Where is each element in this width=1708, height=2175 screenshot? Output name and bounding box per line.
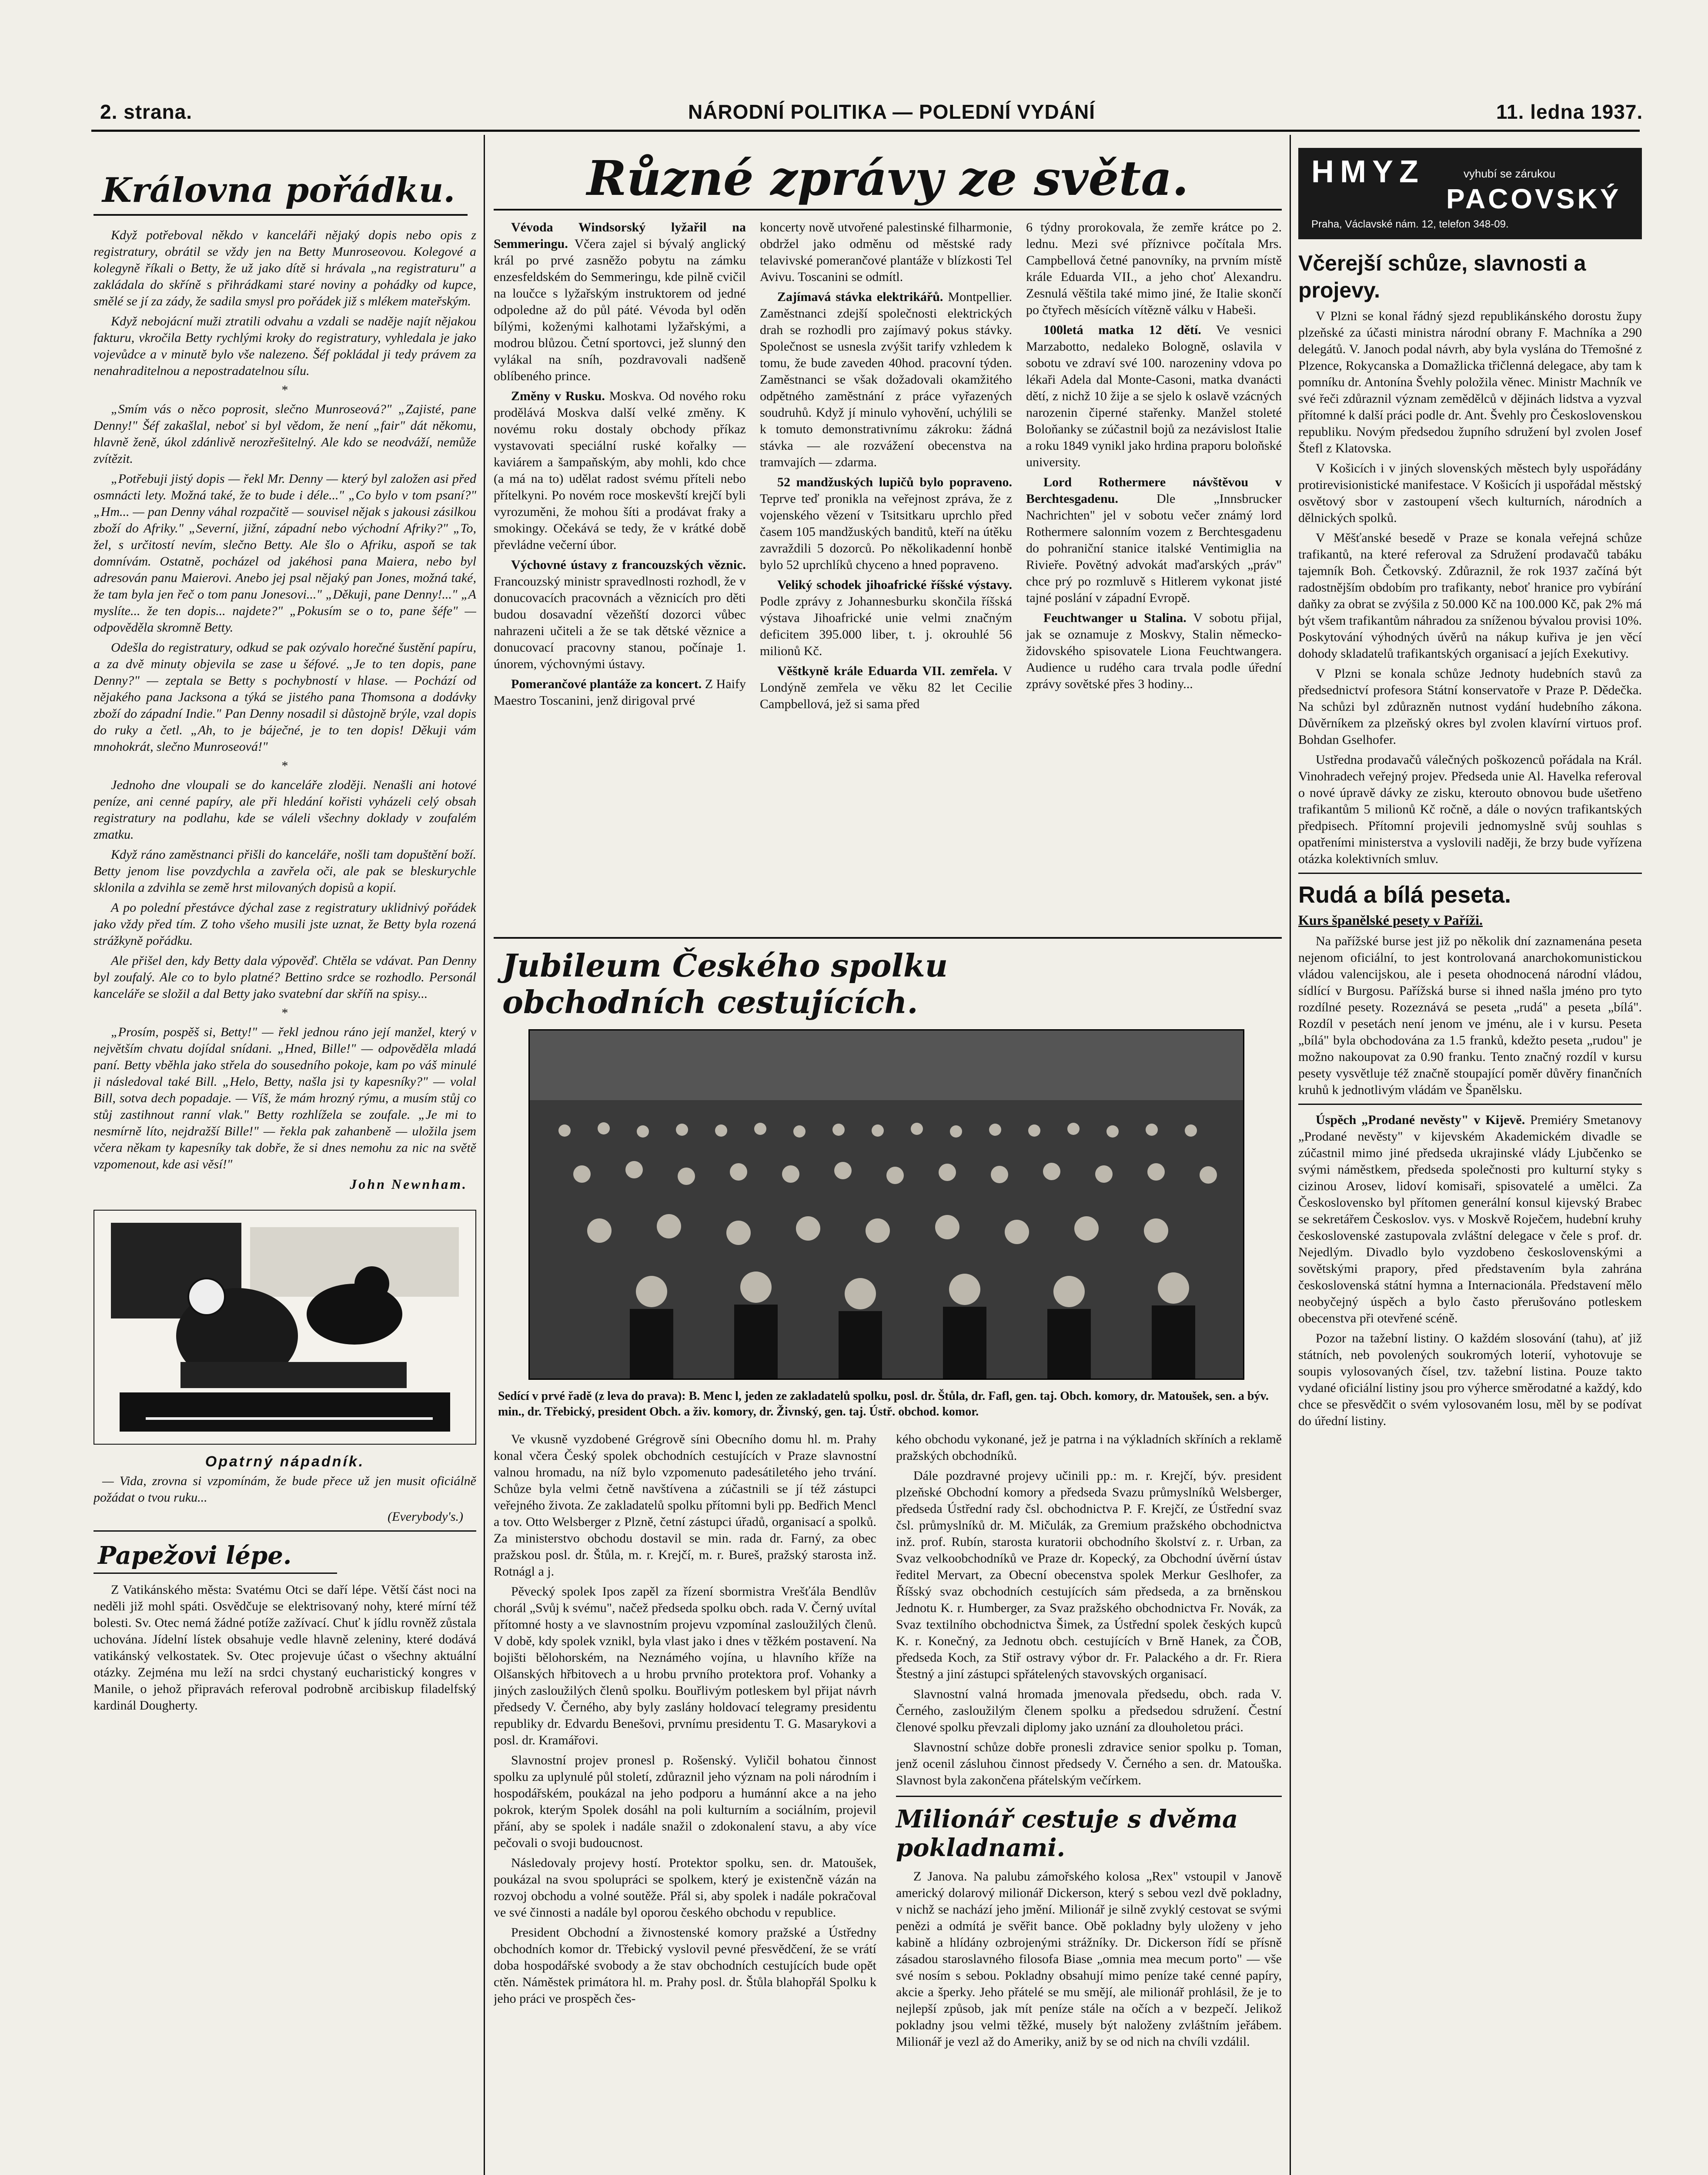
cartoon-title: Opatrný nápadník. [205, 1453, 365, 1470]
article-paragraph: Ve vkusně vyzdobené Grégrově síni Obecního domu hl. m. Prahy konal včera Český spolek obchodních cestujících v Praze slavnostní valnou hromadu, na níž bylo vzpomenuto padesátiletého jeho trvání. Schůze byla velmi četně navštívena a zúčastnili se jí též zástupci veřejného života. Ze zakladatelů spolku přítomni byli pp. Bedřich Mencl a tov. Otto Welsberger z Plzně, četní zástupci úřadů, organisací a spolků. Za ministerstvo obchodu dostavil se min. rada dr. Farný, za obec pražskou posl. dr. Štůla, m. r. Krejčí, m. r. Bureš, pražský starosta inž. Rotnágl a j. [494, 1432, 876, 1579]
article-paragraph: Z Vatikánského města: Svatému Otci se daří lépe. Větší část noci na neděli již mohl spáti. Osvědčuje se elektrisovaný nohy, které mírní též bolesti. Sv. Otec nemá žádné potíže zažívací. Chuť k jídlu rovněž zůstala uchována. Jídelní lístek obsahuje vedle hlavně zeleniny, které dodává vatikánský velkostatek. Sv. Otec projevuje účast o všechny aktuální otázky. Zejména mu leží na srdci chystaný eucharistický kongres v Manile, o jehož připravách referoval podrobně arcibiskup filadelfský kardinál Dougherty. [94, 1583, 476, 1713]
photo-caption: Sedící v prvé řadě (z leva do prava): B. Menc l, jeden ze zakladatelů spolku, posl. dr. Štůla, dr. Fafl, gen. taj. Obch. komory, dr. Matoušek, sen. a býv. min., dr. Třebický, president Obch. a živ. komory, dr. Živnský, gen. taj. Ústř. obchod. komor. [498, 1389, 1269, 1419]
cartoon-illustration [94, 1210, 476, 1445]
news-text: V Londýně zemřela ve věku 82 let Cecilie Campbellová, jež si sama před [760, 664, 1013, 711]
news-text: Podle zprávy z Johannesburku skončila říšská výstava Jihoafrické unie velmi značným deficitem 395.000 liber, t. j. okrouhlé 56 milionů Kč. [760, 594, 1012, 658]
section-title: Včerejší schůze, slavnosti a projevy. [1298, 251, 1586, 302]
article-paragraph: Slavnostní projev pronesl p. Rošenský. Vyličil bohatou činnost spolku za uplynulé půl století, zdůraznil jeho význam na poli národním i hospodářském, poukázal na jeho podporu a humánní akce a na jeho pokrok, kterým Spolek dosáhl na poli kulturním a sociálním, projevil přání, aby se spolek i nadále snažil o zdokonalení stavu, a aby více pečovali o svoji budoucnost. [494, 1753, 876, 1850]
article-paragraph: „Prosím, pospěš si, Betty!" — řekl jednou ráno její manžel, který v největším chvatu dojídal snídani. „Hned, Bille!" — odpověděla mladá paní. Betty vběhla jako střela do sousedního pokoje, kam po váš minulé ji následoval také Bill. „Helo, Betty, našla jsi ty kapesníky?" — volal Bill, sotva dech popadaje. — Víš, že mám hrozný rýmu, a musím stůj co stůj zastihnout ranní vlak." Betty rozhlížela se zoufale. „Je mi to nesmírně líto, nejdražší Bille!" — řekla pak zahanbeně — uložila jsem včera někam ty kapesníky tak dobře, že si dnes nemohu za nic na světě vzpomenout, kde asi věsí!" [94, 1025, 476, 1171]
article-paragraph: Ale přišel den, kdy Betty dala výpověď. Chtěla se vdávat. Pan Denny byl zoufalý. Ale co to bylo platné? Bettino srdce se rozhodlo. Personál kanceláře se složil a dal Betty jako svatební dar skříň na spisy... [94, 954, 476, 1001]
insect-ad [1298, 148, 1642, 239]
article-paragraph: Když potřeboval někdo v kanceláři nějaký dopis nebo opis z registratury, obrátil se vždy jen na Betty Munroseovou. Kolegové a kolegyně říkali o Betty, že už jako dítě si hrávala „na registraturu" a zakládala do skříně s přihrádkami staré noviny a pohádky od kupce, smělé se jí za zády, že sadila smysl pro pořádek již s mlékem mateřským. [94, 228, 476, 308]
article-paragraph: Dále pozdravné projevy učinili pp.: m. r. Krejčí, býv. president plzeňské Obchodní komory a předseda Svazu průmyslníků Welsberger, předseda Ústřední rady čsl. obchodnictva P. F. Krejčí, ze Ústřední svaz čsl. průmyslníků dr. M. Mičulák, za Gremium pražského obchodnictva inž. prof. Rubín, starosta kuratorii obchodního školství z. r. Urban, za Svaz velkoobchodníků ve Praze dr. Kopecký, za Obchodní úvěrní ústav ředitel Mervart, za Obecní obecenstva spolek Merkur Geslhofer, za Říšský svaz obchodních cestujících sám předseda, a za brněnskou Jednotu K. r. Humberger, za Svaz pražského obchodnictva Fr. Novák, za Svaz textilního obchodnictva Šimek, za Ústřední spolek českých kupců K. r. Konečný, za Jednotu obch. cestujících v Brně Hanek, za ČOB, předseda Koch, za Stiř ostravy výbor dr. Fr. Palackého a dr. Fr. Riera Štestný a jiní zástupci spřátelených stavovských organisací. [896, 1469, 1282, 1681]
article-paragraph: V Měšťanské besedě v Praze se konala veřejná schůze trafikantů, na které referoval za Sdružení prodavačů tabáku tajemník Boh. Četkovský. Zdůraznil, že rok 1937 začíná být radostnějším obdobím pro trafikanty, neboť hranice pro vybírání daňky za obrat se zvýšila z 50.000 Kč na 100.000 Kč, pak 2% má být všem trafikantům náhradou za sníženou bývalou provisi 10%. Poskytování výhodných úvěrů na nákup kuřiva je jen věcí dohody skladatelů trafikantských organisací a jejích Exekutivy. [1298, 531, 1642, 661]
news-text: koncerty nově utvořené palestinské filharmonie, obdržel jako odměnu od městské rady telavivské pomerančové plantáže v blízkosti Tel Avivu. Toscanini se odmítl. [760, 220, 1012, 284]
section-title: Různé zprávy ze světa. [587, 150, 1189, 206]
separator-asterisk: * [281, 1006, 288, 1020]
cartoon-image [94, 1210, 476, 1445]
jubilee-article [494, 1431, 1282, 2175]
news-text: Včera zajel si bývalý anglický král po prvé zasněžo pobytu na zámku enzesfeldském do Semmeringu, kde pilně cvičil na loučce s lyžařským instruktorem od jedné odpoledne až do půl páté. Vévoda byl oděn bílými, koženými kalhotami lyžařskými, a modrou blůzou. Četní sportovci, jež slunný den vylákal na sníh, pozdravovali nadšeně oblíbeného prince. [494, 237, 746, 383]
ad-headline: HMYZ [1311, 154, 1424, 189]
jubilee-photo [528, 1029, 1244, 1380]
header-rule [91, 130, 1640, 132]
news-headline: Věštkyně krále Eduarda VII. zemřela. [777, 664, 998, 678]
news-text: Dle „Innsbrucker Nachrichten" jel v sobotu večer známý lord Rothermere salonním vozem z Berchtesgadenu do pohraniční stanice italské Ventimiglia na Rivieře. Povětný advokát maďarských „práv" chce prý po rozmluvě s Hitlerem vykonat jisté tajné poslání v západní Evropě. [1026, 492, 1282, 605]
news-headline: Lord Rothermere návštěvou v Berchtesgadenu. [1026, 475, 1282, 506]
article-paragraph: Slavnostní valná hromada jmenovala předsedu, obch. rada V. Černého, zasloužilým členem spolku a předsedou sdružení. Čestní členové spolku převzali diplomy jako uznání za dlouholetou práci. [896, 1687, 1282, 1734]
article-paragraph: A po polední přestávce dýchal zase z registratury uklidnivý pořádek jako vždy před tím. Z toho všeho musili jste uznat, že Betty byla rozená strážkyně pořádku. [94, 900, 476, 948]
article-title: Milionář cestuje s dvěma pokladnami. [896, 1805, 1238, 1862]
article-title: Jubileum Českého spolku obchodních cestujících. [502, 947, 948, 1021]
article-paragraph: Odešla do registratury, odkud se pak ozývalo horečné šustění papíru, a za dvě minuty objevila se zase u šéfové. „Je to ten dopis, pane Denny?" — zeptala se Betty s pochybností v hlase. — Pochází od nějakého pana Jacksona a týká se jistého pana Thomsona a dodávky zboží do západní Indie." Pan Denny nosadil si důstojně brýle, vzal dopis do ruky a četl. „Ah, to je báječné, je to ten dopis! Děkuji vám mnohokrát, slečno Munroseová!" [94, 640, 476, 754]
article-paragraph: Jednoho dne vloupali se do kanceláře zloději. Nenašli ani hotové peníze, ani cenné papíry, ale při hledání kořisti vyházeli celý obsah registratury na podlahu, kde se váleli všechny doklady v zoufalém zmatku. [94, 778, 476, 842]
news-headline: Změny v Rusku. [511, 389, 605, 403]
separator-asterisk: * [281, 383, 288, 397]
section-title: Rudá a bílá peseta. [1298, 882, 1511, 908]
news-headline: Úspěch „Prodané nevěsty" v Kijevě. [1316, 1113, 1525, 1127]
news-headline: Zajímavá stávka elektrikářů. [777, 290, 943, 304]
article-paragraph: V Plzni se konala schůze Jednoty hudebních stavů za předsednictví profesora Státní konservatoře v Praze P. Dědečka. Na schůzi byl zdůrazněn nutnost vydání hudebního zákona. Důvěrníkem za plzeňský okres byl zvolen klavírní virtuos prof. Bohdan Gselhofer. [1298, 666, 1642, 747]
article-title: Královna pořádku. [102, 171, 455, 210]
news-subcolumn [1026, 219, 1282, 696]
column-4 [1298, 144, 1642, 2175]
masthead: NÁRODNÍ POLITIKA — POLEDNÍ VYDÁNÍ [688, 100, 1095, 123]
page-number: 2. strana. [100, 100, 192, 123]
article-paragraph: Když ráno zaměstnanci přišli do kanceláře, nošli tam dopuštění boží. Betty jenom lise povzdychla a zavřela oči, ale pak se bleskurychle sklonila a zdvihla se země hrst milovaných dopisů a kopií. [94, 847, 476, 895]
news-headline: Vévoda Windsorský lyžařil na Semmeringu. [494, 220, 746, 251]
cartoon-caption: — Vida, zrovna si vzpomínám, že bude přece už jen musit oficiálně požádat o tvou ruku... [94, 1474, 476, 1505]
column-2 [494, 144, 1282, 2175]
ad-subline: vyhubí se zárukou [1464, 167, 1556, 180]
news-text: Ve vesnici Marzabotto, nedaleko Bologně, oslavila v sobotu ve zdraví své 100. narozeniny vdova po lékaři Adela dal Monte-Casoni, matka dvanácti dětí, z nichž 10 žije a se sjelo k oslavě vzácných narozenin čiperné stařenky. Manžel stoleté Boloňanky se zúčastnil bojů za nezávislost Italie a roku 1849 vynikl jako hrdina praporu boloňské university. [1026, 323, 1282, 469]
news-subcolumn [760, 219, 1012, 716]
article-paragraph: Následovaly projevy hostí. Protektor spolku, sen. dr. Matoušek, poukázal na svou spolupráci se spolkem, který je existenčně vázán na rozvoj obchodu a volné soutěže. Přál si, aby spolek i nadále pokračoval ve své činnosti a nadále byl oporou českého obchodu v republice. [494, 1856, 876, 1920]
section-subtitle: Kurs španělské pesety v Paříži. [1298, 912, 1483, 928]
article-paragraph: kého obchodu vykonané, jež je patrna i na výkladních skříních a reklamě pražských obchodníků. [896, 1432, 1282, 1463]
article-paragraph: Z Janova. Na palubu zámořského kolosa „Rex" vstoupil v Janově americký dolarový milionář Dickerson, který s sebou vezl dvě pokladny, v nichž se nachází jeho jmění. Milionář je silně zvyklý cestovat se svými penězi a odmítá je svěřit bance. Obě pokladny byly uloženy v jeho kabině a hlídány ozbrojenými strážníky. Dr. Dickerson řídí se přísně zásadou staroslavného filosofa Biase „omnia mea mecum porto" — vše své nosím s sebou. Pokladny obsahují mimo peníze také cenné papíry, akcie a šperky. Jeho přátelé se mu smějí, ale milionář prohlásil, že je to nejlepší způsob, jak mít peníze stále na očích a v bezpečí. Jelikož pokladny jsou velmi těžké, musely být naloženy zvláštním jeřábem. Milionář je vezl až do Ameriky, aniž by se od nich na chvíli vzdálil. [896, 1869, 1282, 2049]
news-subcolumn [494, 219, 746, 713]
separator-asterisk: * [281, 759, 288, 773]
news-headline: Feuchtwanger u Stalina. [1043, 611, 1187, 625]
title-underline [94, 214, 468, 216]
news-headline: 52 mandžuských lupičů bylo popraveno. [777, 475, 1012, 489]
article-title: Papežovi lépe. [98, 1541, 292, 1570]
article-subcolumn [896, 1431, 1282, 2054]
section-rule [1298, 873, 1642, 874]
news-block [494, 219, 1282, 937]
article-paragraph: Ustředna prodavačů válečných poškozenců pořádala na Král. Vinohradech veřejný projev. Předseda unie Al. Havelka referoval o nové úpravě dávky ze zisku, kterouto obnovou bude ušetřeno trafikantům 5 milionů Kč ročně, a dále o novýcn trafikantských předpisech. Přítomní projevili jednomyslně svůj souhlas s opatřeními ministerstva a vyslovili naději, že brzy bude vyřízena otázka kolektivních smluv. [1298, 753, 1642, 866]
issue-date: 11. ledna 1937. [1496, 100, 1643, 123]
article-paragraph: Slavnostní schůze dobře pronesli zdravice senior spolku p. Toman, jenž ocenil zásluhou činnost předsedy V. Černého a sen. dr. Matouška. Slavnost byla zakončena přátelským večírkem. [896, 1740, 1282, 1787]
news-headline: Pomerančové plantáže za koncert. [511, 677, 702, 691]
column-divider [1290, 135, 1291, 2175]
news-text: V sobotu přijal, jak se oznamuje z Moskvy, Stalin německo-židovského spisovatele Liona Feuchtwangera. Audience u rudého cara trvala podle úřední zprávy sovětské přes 3 hodiny... [1026, 611, 1282, 691]
photo-crowd [530, 1031, 1243, 1379]
news-text: 6 týdny prorokovala, že zemře krátce po 2. lednu. Mezi své příznivce počítala Mrs. Campbellová četné panovníky, na prvním místě krále Eduarda VII., a jeho choť Alexandru. Zesnulá věštila také mimo jiné, že Italie skončí po čtyřech měsících vítězně válku v Habeši. [1026, 220, 1282, 317]
cartoon-source: (Everybody's.) [388, 1509, 463, 1524]
news-text: Premiéry Smetanovy „Prodané nevěsty" v kijevském Akademickém divadle se zúčastnil mimo jiné předseda ukrajinské vlády Ljubčenko se svými náměstkem, předseda společnosti pro kulturní styky s cizinou Arosev, lidoví komisaři, spisovatelé a umělci. Za Československo byl přítomen generální konsul kijevský Brabec se sekretářem Českoslov. vys. v Moskvě Roječem, hudební kruhy československé zastupovala zvláštní delegace v čele s prof. dr. Nejedlým. Divadlo bylo vyzdobeno československými a sovětskými prapory, před představením byla zahrána československá státní hymna a Internacionála. Představení mělo neobyčejný úspěch a bylo často přerušováno potleskem obecenstva při otevřené scéně. [1298, 1113, 1642, 1325]
author-signature: John Newnham. [350, 1176, 468, 1192]
column-1 [94, 144, 476, 2175]
news-headline: Veliký schodek jihoafrické říšské výstavy. [777, 578, 1012, 592]
news-text: Moskva. Od nového roku prodělává Moskva další velké změny. K novému roku dostaly obchody příkaz vystavovati speciální ruské kořalky — kaviárem a šampaňským, aby mohli, kdo chce (a má na to) udělat radost svému příteli nebo přítelkyni. Po novém roce moskevští krejčí byli vyrozuměni, že mohou šíti a prodávat fraky a smokingy. Očekává se tedy, že v krátké době převládne večerní úbor. [494, 389, 746, 552]
ad-company: PACOVSKÝ [1446, 183, 1621, 214]
title-underline [494, 209, 1282, 211]
news-text: Montpellier. Zaměstnanci zdejší společnosti elektrických drah se rozhodli pro zajímavý pokus stávky. Společnost se usnesla zvýšit tarify vzhledem k tomu, že bude zaveden 40hod. pracovní týden. Zaměstnanci se však dožadovali okamžitého odpětného zaměstnání z práce vyřazených soudruhů. Když jí minulo vyhovění, uchýlili se k tomuto demonstrativnímu zákroku: žádná stávka — ale rozvážení obecenstva na tramvajích — zdarma. [760, 290, 1012, 469]
section-rule [1298, 1104, 1642, 1105]
news-text: Francouzský ministr spravedlnosti rozhodl, že v donucovacích pracovnách a věznicích pro děti budou dosavadní vězeňští dozorci vůbec nahrazeni učiteli a že se tak dětské věznice a donucovací pracovny stanou, počínaje 1. únorem, výchovnými ústavy. [494, 574, 746, 671]
ad-address: Praha, Václavské nám. 12, telefon 348-09. [1311, 218, 1509, 230]
article-paragraph: V Košicích i v jiných slovenských městech byly uspořádány protirevisionistické manifestace. V Košicích ji uspořádal městský osvětový sbor v zastoupení všech kulturních, národních a dělnických spolků. [1298, 461, 1642, 525]
article-paragraph: V Plzni se konal řádný sjezd republikánského dorostu župy plzeňské za účasti ministra národní obrany F. Machníka a 290 delegátů. V. Janoch podal návrh, aby byla vyslána do Třemošné z Plzence, Rokycanska a Domažlicka třičlenná delegace, aby tam k pomníku dr. Antonína Švehly položila věnec. Ministr Machník ve své řeči zdůraznil význam zemědělců v dějinách lidstva a vyzval přítomné k další práci podle dr. Ant. Švehly pro Československou republiku. Novým předsedou župního sdružení byl zvolen Josef Štefl z Klatovska. [1298, 309, 1642, 455]
article-paragraph: Pozor na tažební listiny. O každém slosování (tahu), ať již státních, neb povolených soukromých loterií, vyhotovuje se soupis vylosovaných čísel, tzv. tažební listina. Pouze takto vydané oficiální listiny jsou pro výherce směrodatné a každý, kdo chce se přesvědčit o svém vylosovaném losu, měl by se podívat do úřední listiny. [1298, 1331, 1642, 1428]
news-headline: Výchovné ústavy z francouzských věznic. [511, 558, 746, 572]
photo-frame [494, 1029, 1282, 1386]
section-rule [896, 1796, 1282, 1797]
article-paragraph: President Obchodní a živnostenské komory pražské a Ústředny obchodních komor dr. Třebický vyslovil pevné přesvědčení, že se vrátí doba hospodářské svobody a že stav obchodních cestujících bude opět ctěn. Náměstek primátora hl. m. Prahy posl. dr. Štůla blahopřál Spolku k jeho práci ve prospěch čes- [494, 1925, 876, 2006]
article-paragraph: „Smím vás o něco poprosit, slečno Munroseová?" „Zajisté, pane Denny!" Šéf zakašlal, neboť si byl vědom, že není „fair" dát někomu, hlavně ženě, úkol zdánlivě nerozřešitelný. Ale kdo se neodváží, nemůže zvítězit. [94, 402, 476, 466]
section-rule [494, 937, 1282, 939]
article-paragraph: Když nebojácní muži ztratili odvahu a vzdali se naděje najít nějakou fakturu, vkročila Betty rychlými kroky do registratury, vyhledala je jako vojevůdce a v minutě bylo vše nalezeno. Šéf pokládal ji tedy právem za nenahraditelnou a nepostradatelnou sílu. [94, 314, 476, 378]
article-paragraph: „Potřebuji jistý dopis — řekl Mr. Denny — který byl založen asi před osmnácti lety. Možná také, že to bude i déle..." „Co bylo v tom psaní?" „Hm... — pan Denny váhal rozpačitě — souvisel nějak s jakousi zásilkou zboží do Afriky." „Severní, jižní, západní nebo východní Afriky?" „To, žel, s určitostí nevím, slečno Betty. Ale šlo o Afriku, aspoň se tak domnívám. Ostatně, pocházel od jakéhosi pana Maiera, nebo byl adresován panu Maierovi. Anebo jej psal nějaký pan Jones, možná také, že tam byla jen řeč o tom panu Jonesovi..." „Děkuji, pane Denny!..." „A myslíte... že ten dopis... najdete?" „Pokusím se o to, pane šéfe" — odpověděla skromně Betty. [94, 472, 476, 635]
article-paragraph: Pěvecký spolek Ipos zapěl za řízení sbormistra Vrešťála Bendlův chorál „Svůj k svému", načež předseda spolku obch. rada V. Černý uvítal přítomné hosty a ve slavnostním projevu vzpomínal zasloužilých členů. V době, kdy spolek vznikl, byla vlast jako i dnes v těžkém postavení. Na bojišti bělohorském, na Neznámého vojína, u hlavního kříže na Olšanských hřbitovech a u hrobu prvního protektora prof. Vohanky a jiných zasloužilých členů spolku. Bouřlivým potleskem byl přijat návrh předsedy V. Černého, aby byly zaslány holdovací telegramy presidentu republiky dr. Edvardu Benešovi, prvnímu presidentu T. G. Masarykovi a posl. dr. Kramářovi. [494, 1584, 876, 1747]
title-underline [94, 1573, 337, 1574]
column-divider [484, 135, 485, 2175]
news-text: Teprve teď pronikla na veřejnost zpráva, že z vojenského vězení v Tsitsitkaru uprchlo před časem 105 mandžuských banditů, kteří na útěku zavraždili 5 dozorců. Po několikadenní honbě bylo 52 uprchlíků chyceno a hned popraveno. [760, 492, 1012, 572]
news-headline: 100letá matka 12 dětí. [1043, 323, 1201, 337]
news-text: Z Haify Maestro Toscanini, jenž dirigoval prvé [494, 677, 746, 708]
section-rule [94, 1530, 476, 1532]
article-subcolumn [494, 1431, 876, 2011]
article-paragraph: Na pařížské burse jest již po několik dní zaznamenána peseta nejenom oficiální, to jest kontrolovaná anarchokomunistickou vládou valencijskou, ale i peseta ohodnocená národní vládou, sídlící v Burgosu. Pařížská burse si ihned našla jméno pro tyto rozdílné pesety. Rozeznává se peseta „rudá" a peseta „bílá". Rozdíl v pesetách není jenom ve jménu, ale i v kursu. Peseta „bílá" byla obchodována za 1.5 franků, kdežto peseta „rudou" je možno nakoupovat za 0.90 franku. Tento značný rozdíl v kursu pesety vysvětluje též značně stoupající poměr důvěry finančních kruhů k jednotlivým vládám ve Španělsku. [1298, 934, 1642, 1097]
